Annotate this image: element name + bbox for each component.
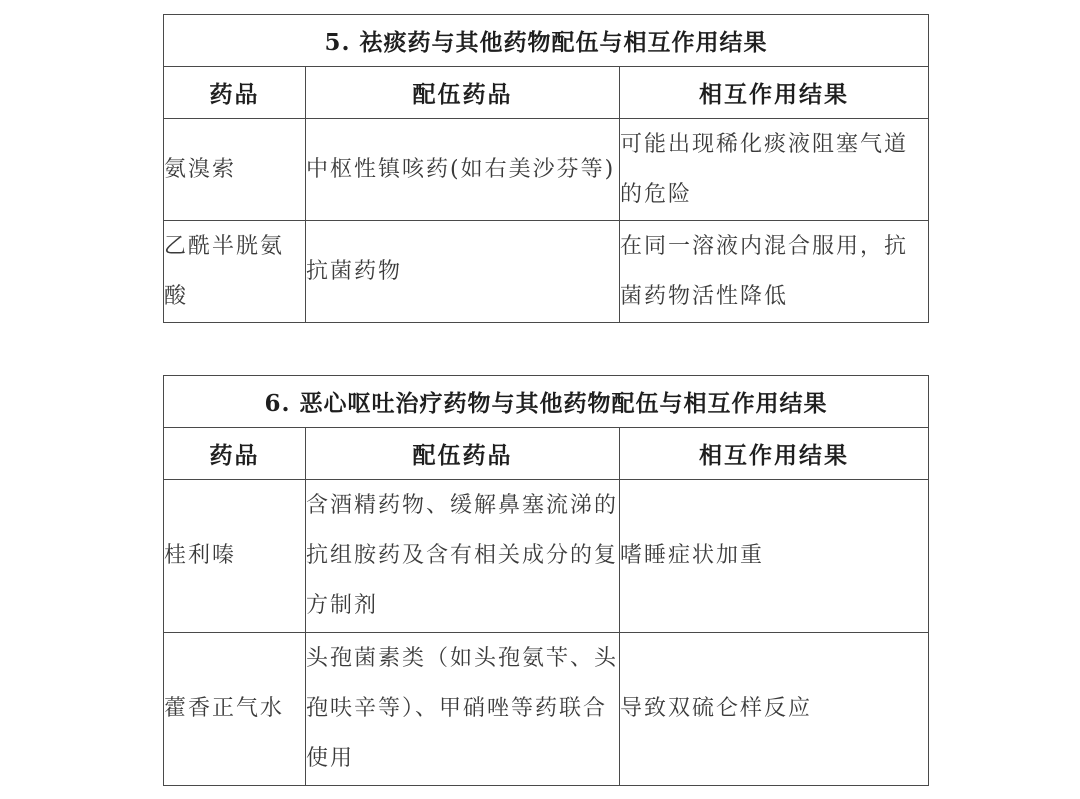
table-row [164,633,929,786]
cell-drug: 氨溴索 [164,119,306,221]
cell-combined-with: 中枢性镇咳药(如右美沙芬等) [306,119,620,221]
table-row [164,480,929,633]
table-row [164,221,929,323]
column-header-result: 相互作用结果 [620,428,929,480]
table-title: 6. 恶心呕吐治疗药物与其他药物配伍与相互作用结果 [164,376,929,428]
cell-combined-with: 抗菌药物 [306,221,620,323]
cell-combined-with: 头孢菌素类（如头孢氨苄、头孢呋辛等）、甲硝唑等药联合使用 [306,633,620,786]
cell-result: 在同一溶液内混合服用，抗菌药物活性降低 [620,221,929,323]
cell-drug: 乙酰半胱氨酸 [164,221,306,323]
column-header-combined-with: 配伍药品 [306,67,620,119]
cell-combined-with: 含酒精药物、缓解鼻塞流涕的抗组胺药及含有相关成分的复方制剂 [306,480,620,633]
column-header-result: 相互作用结果 [620,67,929,119]
cell-drug: 藿香正气水 [164,633,306,786]
column-header-combined-with: 配伍药品 [306,428,620,480]
column-header-drug: 药品 [164,67,306,119]
cell-result: 嗜睡症状加重 [620,480,929,633]
cell-drug: 桂利嗪 [164,480,306,633]
table-title: 5. 祛痰药与其他药物配伍与相互作用结果 [164,15,929,67]
drug-interaction-table-expectorants [163,14,929,323]
column-header-drug: 药品 [164,428,306,480]
table-row [164,119,929,221]
drug-interaction-table-antiemetics [163,375,929,786]
cell-result: 可能出现稀化痰液阻塞气道的危险 [620,119,929,221]
cell-result: 导致双硫仑样反应 [620,633,929,786]
